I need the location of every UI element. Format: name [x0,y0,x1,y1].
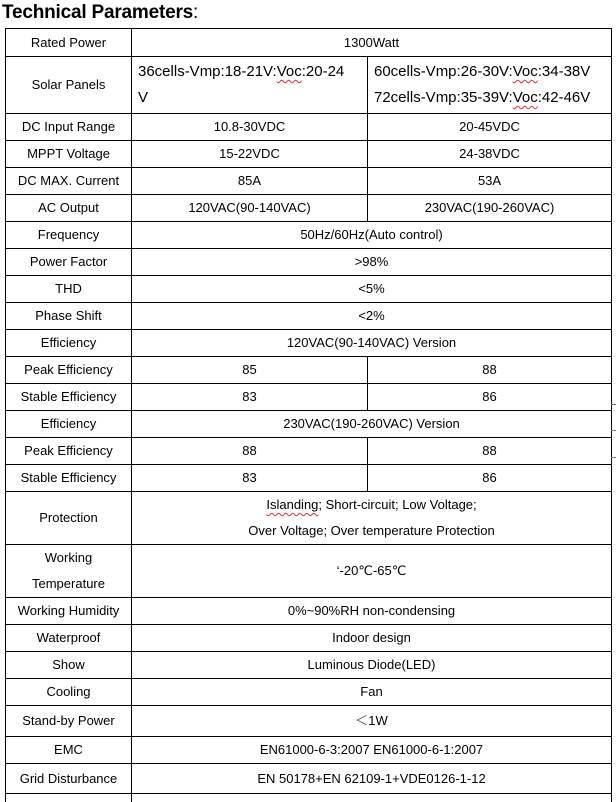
text-fragment: 72cells-Vmp:35-39V: [374,89,513,106]
text-fragment: :34-38V [537,63,591,80]
table-row [6,545,612,598]
text-fragment: :42-46V [537,89,591,106]
param-value-left: 83 [132,384,368,411]
table-row [6,114,612,141]
param-value: 230VAC(190-260VAC) Version [132,411,612,438]
param-label [6,545,132,598]
table-row [6,438,612,465]
param-label: DC Input Range [6,114,132,141]
text-fragment: :20-24 [301,63,345,80]
table-row [6,598,612,625]
table-row [6,737,612,764]
param-label: MPPT Voltage [6,141,132,168]
param-value: ＜1W [132,706,612,737]
param-value: Luminous Diode(LED) [132,652,612,679]
param-value-left: 83 [132,465,368,492]
text-fragment: ; Short-circuit; Low Voltage; [318,497,477,512]
text-fragment: Islanding [266,497,319,512]
param-label: Frequency [6,222,132,249]
table-row [6,652,612,679]
param-value-right: 86 [368,384,612,411]
param-value-right: 88 [368,357,612,384]
page-edge-mark [611,404,616,405]
table-row [6,168,612,195]
table-row [6,222,612,249]
text-fragment: 36cells-Vmp:18-21V: [138,63,277,80]
param-label: Power Factor [6,249,132,276]
table-row [6,679,612,706]
table-row [6,384,612,411]
param-value-right: 53A [368,168,612,195]
empty-cell [6,794,132,802]
text-fragment: 60cells-Vmp:26-30V: [374,63,513,80]
param-label: Peak Efficiency [6,438,132,465]
param-label: Protection [6,492,132,545]
table-row [6,330,612,357]
table-row [6,492,612,545]
table-row [6,794,612,802]
param-value-right: 86 [368,465,612,492]
table-row [6,706,612,737]
param-label: Rated Power [6,29,132,57]
param-label: Peak Efficiency [6,357,132,384]
param-label: Stable Efficiency [6,465,132,492]
text-fragment: Temperature [32,576,105,591]
technical-parameters-table [5,28,612,802]
param-label: Working Humidity [6,598,132,625]
param-value-left [132,57,368,114]
param-value: <2% [132,303,612,330]
param-value-right: 20-45VDC [368,114,612,141]
param-value-right: 230VAC(190-260VAC) [368,195,612,222]
param-label: Waterproof [6,625,132,652]
param-label: Stand-by Power [6,706,132,737]
param-value-left: 10.8-30VDC [132,114,368,141]
table-row [6,195,612,222]
param-label: Phase Shift [6,303,132,330]
table-row [6,249,612,276]
param-label: Cooling [6,679,132,706]
param-value: 1300Watt [132,29,612,57]
table-row [6,625,612,652]
table-row [6,764,612,794]
param-value-right [368,57,612,114]
param-label: Grid Disturbance [6,764,132,794]
param-label: Stable Efficiency [6,384,132,411]
param-value-right: 88 [368,438,612,465]
param-value: Fan [132,679,612,706]
title-text: Technical Parameters [2,2,194,23]
param-label: Solar Panels [6,57,132,114]
table-row [6,465,612,492]
text-fragment: Working [44,550,93,565]
param-value: 50Hz/60Hz(Auto control) [132,222,612,249]
text-fragment: Voc [512,89,538,106]
title-colon: : [193,2,199,23]
text-fragment: Voc [512,63,538,80]
param-value: Indoor design [132,625,612,652]
table-row [6,411,612,438]
param-value-left: 85A [132,168,368,195]
param-value [132,492,612,545]
param-value: <5% [132,276,612,303]
param-label: Efficiency [6,330,132,357]
param-value: 0%~90%RH non-condensing [132,598,612,625]
table-row [6,276,612,303]
page-title [2,2,198,24]
table-row [6,357,612,384]
param-value-left: 85 [132,357,368,384]
param-value: EN 50178+EN 62109-1+VDE0126-1-12 [132,764,612,794]
param-value-right: 24-38VDC [368,141,612,168]
text-fragment: V [138,89,149,106]
param-label: AC Output [6,195,132,222]
text-fragment: Over Voltage; Over temperature Protection [248,523,495,538]
param-value: EN61000-6-3:2007 EN61000-6-1:2007 [132,737,612,764]
page-edge-mark [611,457,616,458]
param-label: DC MAX. Current [6,168,132,195]
param-value: ‘-20℃-65℃ [132,545,612,598]
text-fragment: Voc [276,63,302,80]
table-row [6,303,612,330]
param-label: Show [6,652,132,679]
empty-cell [132,794,612,802]
param-label: EMC [6,737,132,764]
param-value: 120VAC(90-140VAC) Version [132,330,612,357]
param-value-left: 88 [132,438,368,465]
param-label: THD [6,276,132,303]
table-row [6,29,612,57]
param-label: Efficiency [6,411,132,438]
param-value: >98% [132,249,612,276]
param-value-left: 15-22VDC [132,141,368,168]
table-row [6,57,612,114]
table-row [6,141,612,168]
param-value-left: 120VAC(90-140VAC) [132,195,368,222]
page-edge-mark [611,430,616,431]
